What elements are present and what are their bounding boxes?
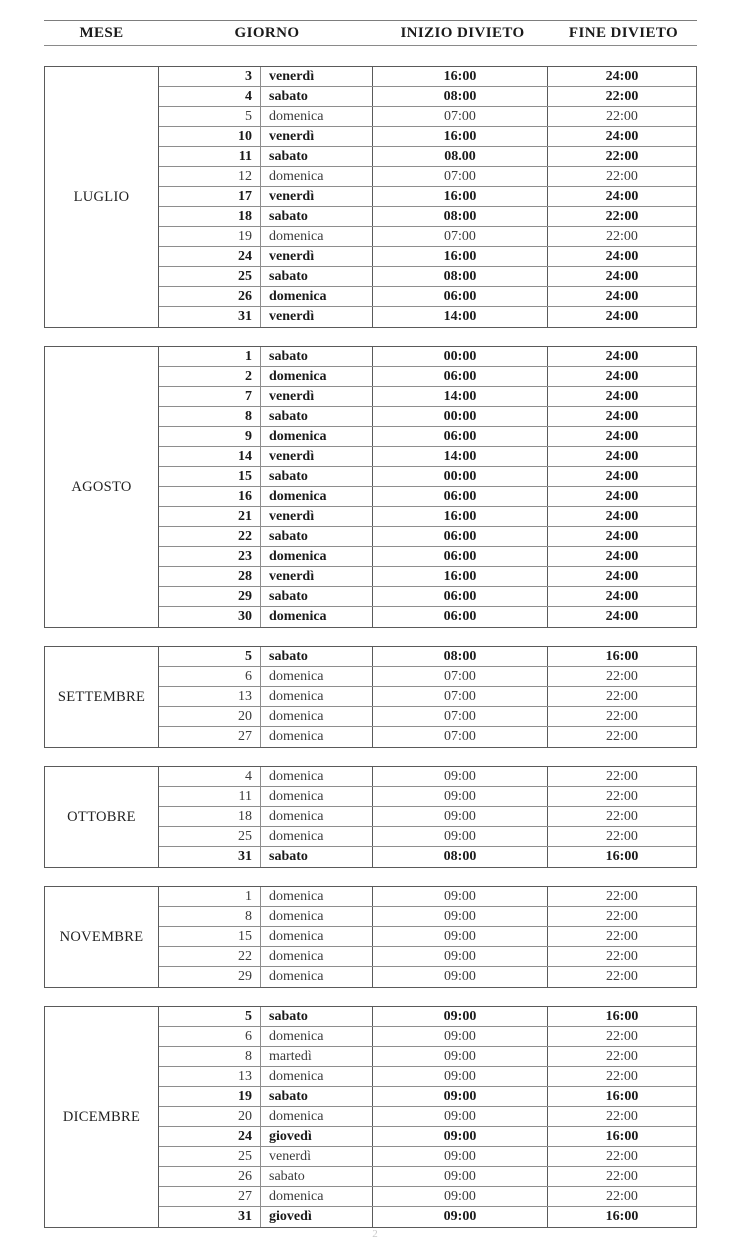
month-rows bbox=[159, 347, 696, 627]
month-rows bbox=[159, 67, 696, 327]
day-name: domenica bbox=[261, 787, 373, 806]
day-number: 31 bbox=[159, 307, 261, 327]
day-name: domenica bbox=[261, 547, 373, 566]
inizio-divieto: 14:00 bbox=[373, 447, 548, 466]
fine-divieto: 16:00 bbox=[605, 1088, 639, 1104]
fine-divieto: 22:00 bbox=[605, 208, 639, 224]
day-name: domenica bbox=[261, 607, 373, 627]
fine-divieto: 22:00 bbox=[606, 108, 638, 124]
fine-divieto: 16:00 bbox=[605, 849, 639, 864]
inizio-divieto: 16:00 bbox=[373, 507, 548, 526]
inizio-divieto: 09:00 bbox=[373, 1107, 548, 1126]
fine-divieto: 24:00 bbox=[605, 548, 639, 564]
fine-divieto: 24:00 bbox=[605, 309, 639, 324]
day-number: 24 bbox=[159, 247, 261, 266]
inizio-divieto: 16:00 bbox=[373, 247, 548, 266]
table-row bbox=[159, 1107, 696, 1127]
day-name: domenica bbox=[261, 227, 373, 246]
column-header-giorno: GIORNO bbox=[234, 24, 300, 41]
day-number: 31 bbox=[159, 1207, 261, 1227]
day-name: domenica bbox=[261, 1027, 373, 1046]
table-row bbox=[159, 827, 696, 847]
fine-divieto: 24:00 bbox=[605, 248, 639, 264]
day-name: venerdì bbox=[261, 1147, 373, 1166]
inizio-divieto: 09:00 bbox=[373, 1027, 548, 1046]
month-table-dicembre bbox=[44, 1006, 697, 1228]
fine-divieto: 24:00 bbox=[605, 568, 639, 584]
inizio-divieto: 09:00 bbox=[373, 907, 548, 926]
table-row bbox=[159, 607, 696, 627]
day-name: domenica bbox=[261, 687, 373, 706]
table-row bbox=[159, 707, 696, 727]
fine-divieto: 24:00 bbox=[605, 388, 639, 404]
day-name: domenica bbox=[261, 667, 373, 686]
day-number: 6 bbox=[159, 667, 261, 686]
fine-divieto: 22:00 bbox=[606, 1048, 638, 1064]
inizio-divieto: 09:00 bbox=[373, 1187, 548, 1206]
fine-divieto: 16:00 bbox=[605, 1128, 639, 1144]
month-label: LUGLIO bbox=[45, 67, 159, 327]
day-name: venerdì bbox=[261, 187, 373, 206]
day-name: venerdì bbox=[261, 387, 373, 406]
fine-divieto: 22:00 bbox=[606, 708, 638, 724]
day-number: 29 bbox=[159, 967, 261, 987]
table-row bbox=[159, 407, 696, 427]
month-label: OTTOBRE bbox=[45, 767, 159, 867]
inizio-divieto: 09:00 bbox=[373, 947, 548, 966]
fine-divieto: 24:00 bbox=[605, 288, 639, 304]
day-name: domenica bbox=[261, 887, 373, 906]
table-row bbox=[159, 1067, 696, 1087]
day-number: 1 bbox=[159, 347, 261, 366]
table-row bbox=[159, 347, 696, 367]
day-name: domenica bbox=[261, 167, 373, 186]
day-name: sabato bbox=[261, 87, 373, 106]
table-row bbox=[159, 1027, 696, 1047]
fine-divieto: 22:00 bbox=[606, 1028, 638, 1044]
month-table-settembre bbox=[44, 646, 697, 748]
fine-divieto: 24:00 bbox=[605, 508, 639, 524]
table-row bbox=[159, 1147, 696, 1167]
day-name: sabato bbox=[261, 647, 373, 666]
inizio-divieto: 06:00 bbox=[373, 527, 548, 546]
table-row bbox=[159, 967, 696, 987]
day-number: 4 bbox=[159, 87, 261, 106]
day-name: sabato bbox=[261, 527, 373, 546]
inizio-divieto: 07:00 bbox=[373, 227, 548, 246]
fine-divieto: 24:00 bbox=[605, 448, 639, 464]
inizio-divieto: 09:00 bbox=[373, 1087, 548, 1106]
day-name: giovedì bbox=[261, 1207, 373, 1227]
table-row bbox=[159, 767, 696, 787]
day-name: venerdì bbox=[261, 507, 373, 526]
fine-divieto: 24:00 bbox=[605, 428, 639, 444]
table-row bbox=[159, 587, 696, 607]
day-name: martedì bbox=[261, 1047, 373, 1066]
fine-divieto: 22:00 bbox=[606, 168, 638, 184]
inizio-divieto: 00:00 bbox=[373, 407, 548, 426]
inizio-divieto: 16:00 bbox=[373, 567, 548, 586]
month-rows bbox=[159, 647, 696, 747]
day-number: 13 bbox=[159, 687, 261, 706]
month-label: DICEMBRE bbox=[45, 1007, 159, 1227]
table-row bbox=[159, 127, 696, 147]
day-name: sabato bbox=[261, 267, 373, 286]
month-table-ottobre bbox=[44, 766, 697, 868]
day-number: 25 bbox=[159, 267, 261, 286]
day-number: 16 bbox=[159, 487, 261, 506]
inizio-divieto: 09:00 bbox=[373, 767, 548, 786]
day-number: 25 bbox=[159, 1147, 261, 1166]
fine-divieto: 16:00 bbox=[605, 1209, 639, 1224]
inizio-divieto: 09:00 bbox=[373, 1047, 548, 1066]
day-number: 5 bbox=[159, 107, 261, 126]
inizio-divieto: 08:00 bbox=[373, 267, 548, 286]
fine-divieto: 16:00 bbox=[605, 648, 639, 664]
inizio-divieto: 06:00 bbox=[373, 547, 548, 566]
inizio-divieto: 00:00 bbox=[373, 347, 548, 366]
day-number: 22 bbox=[159, 527, 261, 546]
month-rows bbox=[159, 767, 696, 867]
inizio-divieto: 09:00 bbox=[373, 1127, 548, 1146]
inizio-divieto: 06:00 bbox=[373, 367, 548, 386]
fine-divieto: 22:00 bbox=[606, 1108, 638, 1124]
day-name: domenica bbox=[261, 707, 373, 726]
table-column-header bbox=[44, 20, 697, 46]
table-row bbox=[159, 1047, 696, 1067]
day-number: 13 bbox=[159, 1067, 261, 1086]
day-number: 12 bbox=[159, 167, 261, 186]
month-table-novembre bbox=[44, 886, 697, 988]
day-name: domenica bbox=[261, 807, 373, 826]
page-number: 2 bbox=[372, 1228, 378, 1240]
table-row bbox=[159, 147, 696, 167]
day-number: 22 bbox=[159, 947, 261, 966]
fine-divieto: 16:00 bbox=[605, 1008, 639, 1024]
inizio-divieto: 16:00 bbox=[373, 67, 548, 86]
fine-divieto: 24:00 bbox=[605, 468, 639, 484]
day-number: 8 bbox=[159, 907, 261, 926]
inizio-divieto: 09:00 bbox=[373, 827, 548, 846]
day-number: 25 bbox=[159, 827, 261, 846]
fine-divieto: 22:00 bbox=[605, 88, 639, 104]
table-row bbox=[159, 1007, 696, 1027]
table-row bbox=[159, 547, 696, 567]
day-number: 3 bbox=[159, 67, 261, 86]
day-name: domenica bbox=[261, 487, 373, 506]
table-row bbox=[159, 1127, 696, 1147]
day-name: sabato bbox=[261, 347, 373, 366]
day-name: sabato bbox=[261, 587, 373, 606]
fine-divieto: 22:00 bbox=[606, 808, 638, 824]
fine-divieto: 24:00 bbox=[605, 268, 639, 284]
day-name: venerdì bbox=[261, 247, 373, 266]
table-row bbox=[159, 1087, 696, 1107]
inizio-divieto: 14:00 bbox=[373, 387, 548, 406]
table-row bbox=[159, 947, 696, 967]
fine-divieto: 22:00 bbox=[606, 228, 638, 244]
day-name: venerdì bbox=[261, 447, 373, 466]
table-row bbox=[159, 1187, 696, 1207]
day-name: domenica bbox=[261, 1067, 373, 1086]
day-number: 11 bbox=[159, 147, 261, 166]
day-number: 15 bbox=[159, 927, 261, 946]
table-row bbox=[159, 67, 696, 87]
inizio-divieto: 06:00 bbox=[373, 427, 548, 446]
inizio-divieto: 00:00 bbox=[373, 467, 548, 486]
month-rows bbox=[159, 887, 696, 987]
table-row bbox=[159, 927, 696, 947]
table-row bbox=[159, 907, 696, 927]
fine-divieto: 24:00 bbox=[605, 408, 639, 424]
table-row bbox=[159, 807, 696, 827]
fine-divieto: 24:00 bbox=[605, 588, 639, 604]
fine-divieto: 22:00 bbox=[606, 788, 638, 804]
day-number: 24 bbox=[159, 1127, 261, 1146]
table-row bbox=[159, 667, 696, 687]
inizio-divieto: 08:00 bbox=[373, 87, 548, 106]
fine-divieto: 22:00 bbox=[606, 828, 638, 844]
day-number: 8 bbox=[159, 407, 261, 426]
month-label: AGOSTO bbox=[45, 347, 159, 627]
table-row bbox=[159, 687, 696, 707]
day-name: giovedì bbox=[261, 1127, 373, 1146]
fine-divieto: 22:00 bbox=[606, 908, 638, 924]
inizio-divieto: 09:00 bbox=[373, 807, 548, 826]
table-row bbox=[159, 87, 696, 107]
inizio-divieto: 07:00 bbox=[373, 667, 548, 686]
inizio-divieto: 06:00 bbox=[373, 287, 548, 306]
day-number: 7 bbox=[159, 387, 261, 406]
inizio-divieto: 07:00 bbox=[373, 707, 548, 726]
day-number: 27 bbox=[159, 727, 261, 747]
table-row bbox=[159, 1167, 696, 1187]
day-name: sabato bbox=[261, 407, 373, 426]
table-row bbox=[159, 107, 696, 127]
day-number: 10 bbox=[159, 127, 261, 146]
day-name: domenica bbox=[261, 947, 373, 966]
day-number: 29 bbox=[159, 587, 261, 606]
day-name: venerdì bbox=[261, 67, 373, 86]
inizio-divieto: 14:00 bbox=[373, 307, 548, 327]
day-name: sabato bbox=[261, 147, 373, 166]
day-number: 28 bbox=[159, 567, 261, 586]
day-number: 31 bbox=[159, 847, 261, 867]
table-row bbox=[159, 447, 696, 467]
column-header-inizio-divieto: INIZIO DIVIETO bbox=[400, 24, 525, 41]
fine-divieto: 22:00 bbox=[606, 1068, 638, 1084]
inizio-divieto: 09:00 bbox=[373, 787, 548, 806]
day-number: 20 bbox=[159, 707, 261, 726]
day-number: 14 bbox=[159, 447, 261, 466]
day-name: domenica bbox=[261, 727, 373, 747]
month-label: NOVEMBRE bbox=[45, 887, 159, 987]
day-name: sabato bbox=[261, 1087, 373, 1106]
day-number: 2 bbox=[159, 367, 261, 386]
table-row bbox=[159, 227, 696, 247]
inizio-divieto: 07:00 bbox=[373, 107, 548, 126]
day-name: domenica bbox=[261, 427, 373, 446]
inizio-divieto: 08:00 bbox=[373, 647, 548, 666]
table-row bbox=[159, 267, 696, 287]
day-name: domenica bbox=[261, 1107, 373, 1126]
day-number: 20 bbox=[159, 1107, 261, 1126]
fine-divieto: 24:00 bbox=[605, 488, 639, 504]
day-name: venerdì bbox=[261, 127, 373, 146]
day-number: 8 bbox=[159, 1047, 261, 1066]
day-name: sabato bbox=[261, 847, 373, 867]
table-row bbox=[159, 1207, 696, 1227]
header-rule-bottom bbox=[44, 45, 697, 46]
day-number: 19 bbox=[159, 227, 261, 246]
fine-divieto: 22:00 bbox=[606, 928, 638, 944]
table-row bbox=[159, 207, 696, 227]
table-row bbox=[159, 567, 696, 587]
fine-divieto: 24:00 bbox=[605, 68, 639, 84]
inizio-divieto: 09:00 bbox=[373, 1007, 548, 1026]
day-name: sabato bbox=[261, 467, 373, 486]
inizio-divieto: 08:00 bbox=[373, 847, 548, 867]
fine-divieto: 24:00 bbox=[605, 609, 639, 624]
fine-divieto: 22:00 bbox=[606, 1148, 638, 1164]
day-name: domenica bbox=[261, 767, 373, 786]
day-name: domenica bbox=[261, 367, 373, 386]
fine-divieto: 22:00 bbox=[606, 668, 638, 684]
day-name: sabato bbox=[261, 1007, 373, 1026]
day-name: sabato bbox=[261, 1167, 373, 1186]
day-number: 18 bbox=[159, 807, 261, 826]
day-number: 9 bbox=[159, 427, 261, 446]
day-name: venerdì bbox=[261, 307, 373, 327]
inizio-divieto: 06:00 bbox=[373, 487, 548, 506]
fine-divieto: 22:00 bbox=[606, 729, 638, 744]
day-number: 11 bbox=[159, 787, 261, 806]
inizio-divieto: 09:00 bbox=[373, 1167, 548, 1186]
fine-divieto: 24:00 bbox=[605, 368, 639, 384]
fine-divieto: 22:00 bbox=[605, 148, 639, 164]
table-row bbox=[159, 527, 696, 547]
inizio-divieto: 09:00 bbox=[373, 1207, 548, 1227]
fine-divieto: 22:00 bbox=[606, 888, 638, 904]
day-number: 19 bbox=[159, 1087, 261, 1106]
day-name: domenica bbox=[261, 927, 373, 946]
table-row bbox=[159, 787, 696, 807]
inizio-divieto: 09:00 bbox=[373, 1067, 548, 1086]
day-name: sabato bbox=[261, 207, 373, 226]
table-row bbox=[159, 187, 696, 207]
inizio-divieto: 07:00 bbox=[373, 167, 548, 186]
fine-divieto: 24:00 bbox=[605, 528, 639, 544]
month-table-luglio bbox=[44, 66, 697, 328]
day-number: 15 bbox=[159, 467, 261, 486]
table-row bbox=[159, 307, 696, 327]
column-header-fine-divieto: FINE DIVIETO bbox=[568, 24, 679, 41]
day-number: 18 bbox=[159, 207, 261, 226]
table-row bbox=[159, 487, 696, 507]
table-row bbox=[159, 647, 696, 667]
day-number: 21 bbox=[159, 507, 261, 526]
day-name: domenica bbox=[261, 107, 373, 126]
day-number: 23 bbox=[159, 547, 261, 566]
day-name: domenica bbox=[261, 967, 373, 987]
month-label: SETTEMBRE bbox=[45, 647, 159, 747]
day-name: venerdì bbox=[261, 567, 373, 586]
fine-divieto: 22:00 bbox=[606, 688, 638, 704]
inizio-divieto: 09:00 bbox=[373, 887, 548, 906]
month-rows bbox=[159, 1007, 696, 1227]
inizio-divieto: 07:00 bbox=[373, 727, 548, 747]
day-number: 5 bbox=[159, 647, 261, 666]
table-row bbox=[159, 247, 696, 267]
table-row bbox=[159, 507, 696, 527]
inizio-divieto: 09:00 bbox=[373, 927, 548, 946]
fine-divieto: 22:00 bbox=[606, 768, 638, 784]
inizio-divieto: 09:00 bbox=[373, 1147, 548, 1166]
table-row bbox=[159, 167, 696, 187]
day-number: 26 bbox=[159, 287, 261, 306]
day-name: domenica bbox=[261, 827, 373, 846]
inizio-divieto: 07:00 bbox=[373, 687, 548, 706]
fine-divieto: 22:00 bbox=[606, 1168, 638, 1184]
table-row bbox=[159, 887, 696, 907]
day-name: domenica bbox=[261, 907, 373, 926]
inizio-divieto: 08.00 bbox=[373, 147, 548, 166]
table-row bbox=[159, 287, 696, 307]
day-number: 5 bbox=[159, 1007, 261, 1026]
inizio-divieto: 08:00 bbox=[373, 207, 548, 226]
inizio-divieto: 16:00 bbox=[373, 187, 548, 206]
table-row bbox=[159, 467, 696, 487]
table-row bbox=[159, 367, 696, 387]
day-number: 30 bbox=[159, 607, 261, 627]
day-name: domenica bbox=[261, 287, 373, 306]
fine-divieto: 24:00 bbox=[605, 128, 639, 144]
inizio-divieto: 09:00 bbox=[373, 967, 548, 987]
table-row bbox=[159, 727, 696, 747]
fine-divieto: 22:00 bbox=[606, 948, 638, 964]
day-number: 6 bbox=[159, 1027, 261, 1046]
day-number: 1 bbox=[159, 887, 261, 906]
month-table-agosto bbox=[44, 346, 697, 628]
fine-divieto: 22:00 bbox=[606, 1188, 638, 1204]
fine-divieto: 22:00 bbox=[606, 969, 638, 984]
inizio-divieto: 06:00 bbox=[373, 607, 548, 627]
day-name: domenica bbox=[261, 1187, 373, 1206]
day-number: 27 bbox=[159, 1187, 261, 1206]
inizio-divieto: 06:00 bbox=[373, 587, 548, 606]
day-number: 17 bbox=[159, 187, 261, 206]
day-number: 26 bbox=[159, 1167, 261, 1186]
column-header-mese: MESE bbox=[79, 24, 124, 41]
day-number: 4 bbox=[159, 767, 261, 786]
table-row bbox=[159, 847, 696, 867]
table-row bbox=[159, 427, 696, 447]
inizio-divieto: 16:00 bbox=[373, 127, 548, 146]
fine-divieto: 24:00 bbox=[605, 188, 639, 204]
fine-divieto: 24:00 bbox=[605, 348, 639, 364]
table-row bbox=[159, 387, 696, 407]
